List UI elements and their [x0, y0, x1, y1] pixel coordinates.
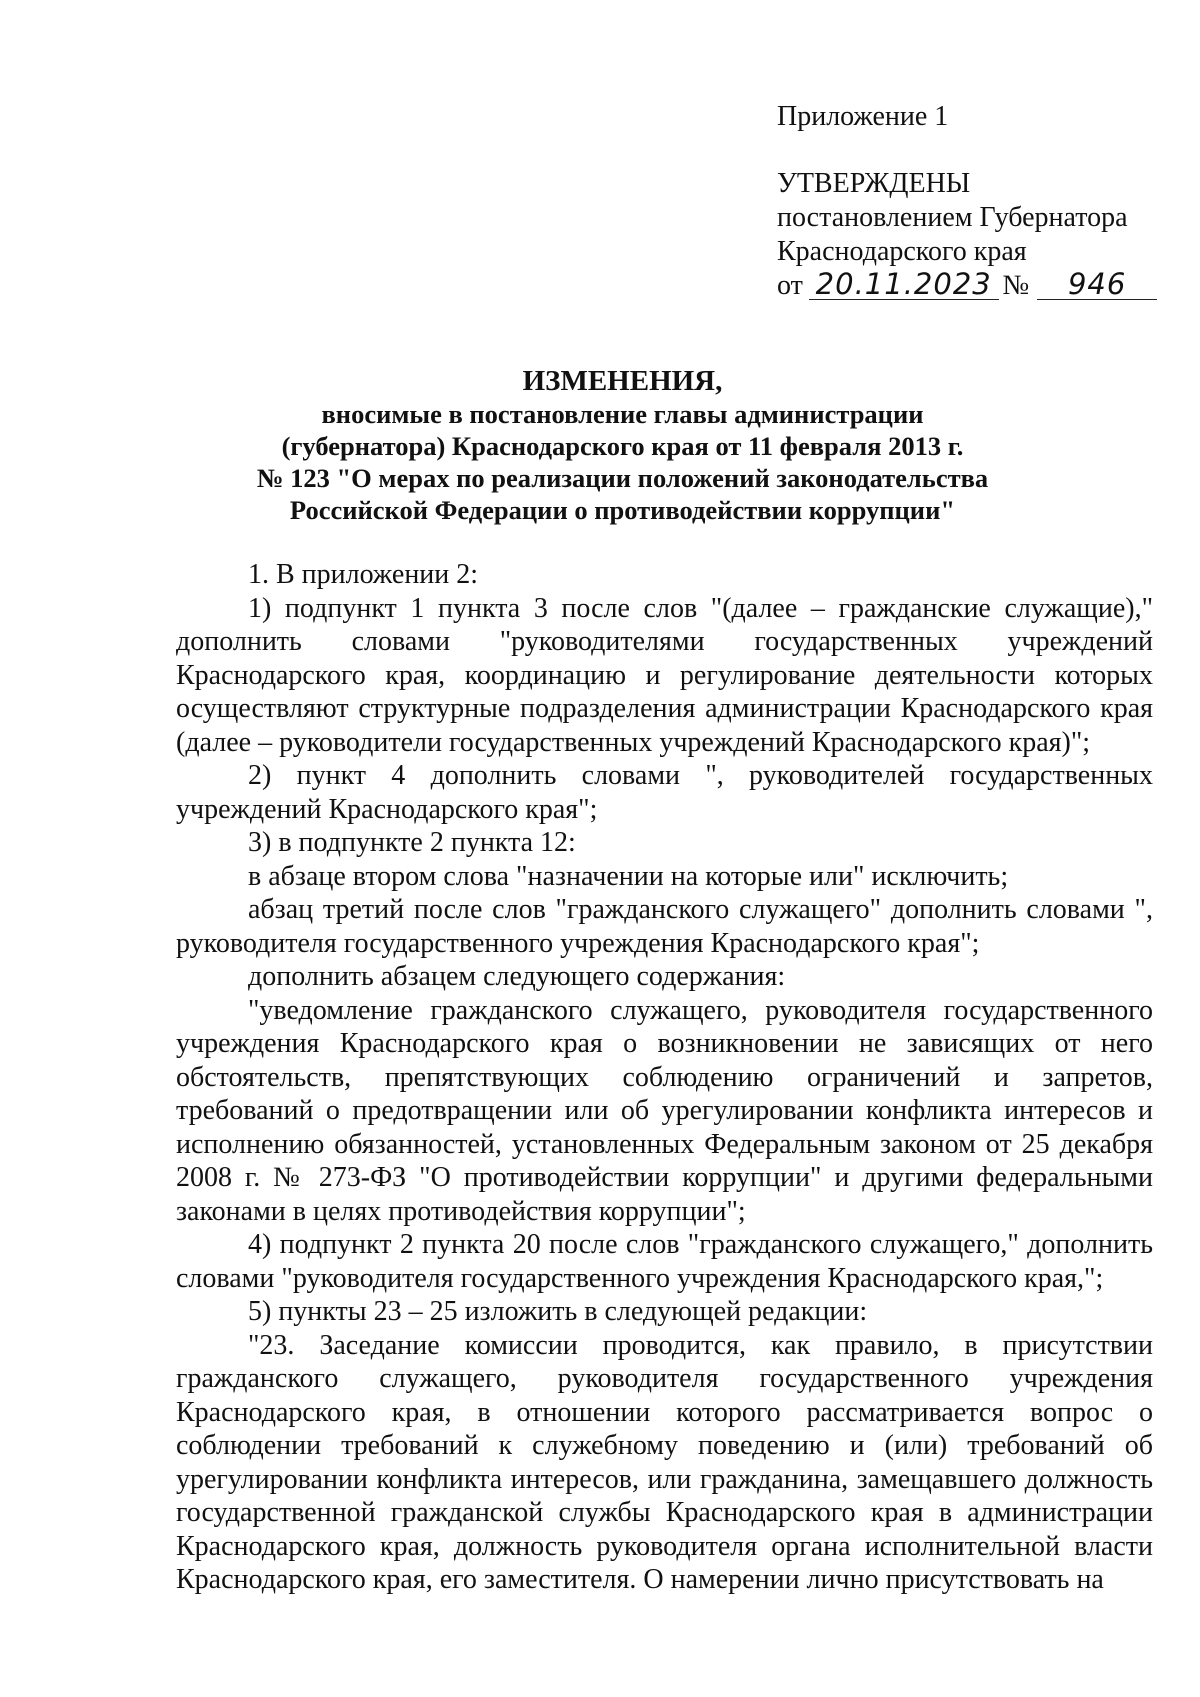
document-body: [176, 558, 1153, 1597]
paragraph: дополнить абзацем следующего содержания:: [248, 961, 786, 992]
paragraph: 4) подпункт 2 пункта 20 после слов "гражданского служащего," дополнить словами "руководителя государственного учреждения Краснодарского края,";: [176, 1229, 1153, 1294]
heading-line-2: (губернатора) Краснодарского края от 11 февраля 2013 г.: [281, 431, 964, 461]
paragraph: "уведомление гражданского служащего, руководителя государственного учреждения Краснодарского края о возникновении не зависящих от него обстоятельств, препятствующих соблюдению ограничений и запретов, требований о предотвращении или об урегулировании конфликта интересов и исполнению обязанностей, установленных Федеральным законом от 25 декабря 2008 г. № 273-ФЗ "О противодействии коррупции" и другими федеральными законами в целях противодействия коррупции";: [176, 994, 1153, 1227]
approval-line-2: постановлением Губернатора: [777, 202, 1128, 233]
heading-line-3: № 123 "О мерах по реализации положений законодательства: [256, 463, 989, 493]
from-label: от: [777, 270, 803, 301]
appendix-label: Приложение 1: [777, 101, 949, 132]
approved-label: УТВЕРЖДЕНЫ: [777, 168, 971, 199]
approval-line-3: Краснодарского края: [777, 236, 1027, 267]
heading-line-1: вносимые в постановление главы администрации: [321, 399, 924, 429]
paragraph: 1) подпункт 1 пункта 3 после слов "(далее – гражданские служащие)," дополнить словами "руководителями государственных учреждений Краснодарского края, координацию и регулирование деятельности которых осуществляют структурные подразделения администрации Краснодарского края (далее – руководители государственных учреждений Краснодарского края)";: [176, 592, 1153, 758]
approval-date-line: [777, 269, 1157, 303]
paragraph: абзац третий после слов "гражданского служащего" дополнить словами ", руководителя государственного учреждения Краснодарского края";: [176, 894, 1153, 959]
paragraph: 2) пункт 4 дополнить словами ", руководителей государственных учреждений Краснодарского края";: [176, 760, 1153, 825]
paragraph: 3) в подпункте 2 пункта 12:: [248, 827, 576, 858]
handwritten-date: 20.11.2023: [809, 269, 999, 300]
paragraph: "23. Заседание комиссии проводится, как правило, в присутствии гражданского служащего, руководителя государственного учреждения Краснодарского края, в отношении которого рассматривается вопрос о соблюдении требований к служебному поведению и (или) требований об урегулировании конфликта интересов, или гражданина, замещавшего должность государственной гражданской службы Краснодарского края в администрации Краснодарского края, должность руководителя органа исполнительной власти Краснодарского края, его заместителя. О намерении лично присутствовать на: [176, 1329, 1153, 1595]
paragraph: в абзаце втором слова "назначении на которые или" исключить;: [248, 860, 1009, 892]
heading-line-4: Российской Федерации о противодействии коррупции": [289, 495, 956, 525]
approval-block: [777, 100, 1157, 303]
paragraph: 1. В приложении 2:: [248, 559, 479, 590]
number-label: №: [1002, 270, 1030, 301]
paragraph: 5) пункты 23 – 25 изложить в следующей редакции:: [248, 1296, 868, 1327]
heading-title: ИЗМЕНЕНИЯ,: [522, 365, 723, 397]
handwritten-number: 946: [1037, 269, 1157, 300]
document-heading: [170, 365, 1075, 526]
